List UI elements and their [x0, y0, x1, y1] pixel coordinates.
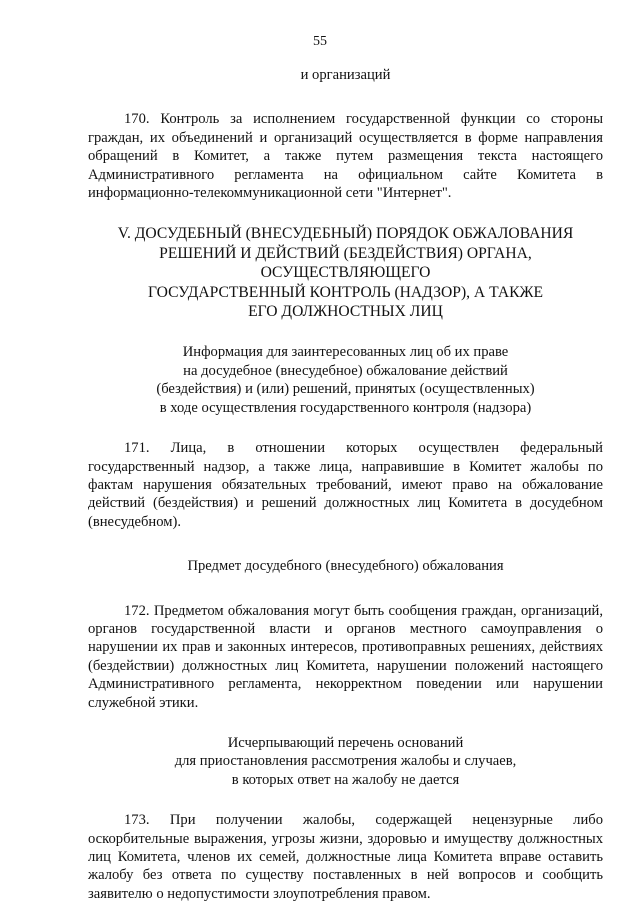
paragraph-171: 171. Лица, в отношении которых осуществлен федеральный государственный надзор, а также лица, направившие в Комитет жалобы по фактам нарушения обязательных требований, имеют право на обжалование действий (бездействия) и решений должностных лиц Комитета в досудебном (внесудебном). — [88, 440, 603, 530]
spacer — [88, 576, 603, 602]
subheading-line: на досудебное (внесудебное) обжалование действий — [183, 362, 508, 379]
paragraph-173: 173. При получении жалобы, содержащей нецензурные либо оскорбительные выражения, угрозы жизни, здоровью и имуществу должностных лиц Комитета, членов их семей, должностные лица Комитета вправе оставить жалобу без ответа по существу поставленных в ней вопросов и сообщить заявителю о недопустимости злоупотребления правом. — [88, 812, 603, 902]
subheading-grounds — [88, 734, 603, 789]
section-heading — [88, 224, 603, 321]
section-heading-line: РЕШЕНИЙ И ДЕЙСТВИЙ (БЕЗДЕЙСТВИЯ) ОРГАНА, — [159, 244, 532, 262]
spacer — [88, 84, 603, 110]
subheading-line: (бездействия) и (или) решений, принятых (осуществленных) — [156, 381, 535, 398]
section-heading-line: ГОСУДАРСТВЕННЫЙ КОНТРОЛЬ (НАДЗОР), А ТАКЖЕ — [147, 283, 543, 301]
section-heading-line: ОСУЩЕСТВЛЯЮЩЕГО — [260, 264, 431, 282]
spacer — [88, 417, 603, 439]
spacer — [88, 531, 603, 557]
spacer — [88, 712, 603, 734]
continuation-line: и организаций — [300, 67, 391, 83]
spacer — [88, 202, 603, 224]
paragraph-172: 172. Предметом обжалования могут быть сообщения граждан, организаций, органов государственной власти и органов местного самоуправления о нарушении их прав и законных интересов, противоправных решениях, действиях (бездействии) должностных лиц Комитета, нарушении положений настоящего Административного регламента, некорректном поведении или нарушении служебной этики. — [88, 602, 603, 711]
page-number: 55 — [313, 34, 327, 49]
subheading-line: для приостановления рассмотрения жалобы и случаев, — [174, 753, 517, 770]
subheading-line: в которых ответ на жалобу не дается — [231, 771, 460, 788]
subheading-line: Информация для заинтересованных лиц об их праве — [182, 344, 509, 361]
spacer — [88, 789, 603, 811]
subheading-line: в ходе осуществления государственного контроля (надзора) — [159, 399, 532, 416]
document-body — [88, 66, 603, 903]
spacer — [88, 321, 603, 343]
section-heading-line: ЕГО ДОЛЖНОСТНЫХ ЛИЦ — [248, 303, 443, 321]
subheading-info — [88, 343, 603, 417]
subheading-line: Предмет досудебного (внесудебного) обжалования — [187, 558, 504, 575]
section-heading-line: V. ДОСУДЕБНЫЙ (ВНЕСУДЕБНЫЙ) ПОРЯДОК ОБЖАЛОВАНИЯ — [117, 225, 574, 243]
subheading-line: Исчерпывающий перечень оснований — [227, 734, 464, 751]
paragraph-170: 170. Контроль за исполнением государственной функции со стороны граждан, их объединений и организаций осуществляется в форме направления обращений в Комитет, а также путем размещения текста настоящего Административного регламента на официальном сайте Комитета в информационно-телекоммуникационной сети "Интернет". — [88, 111, 603, 202]
subheading-subject — [88, 557, 603, 575]
